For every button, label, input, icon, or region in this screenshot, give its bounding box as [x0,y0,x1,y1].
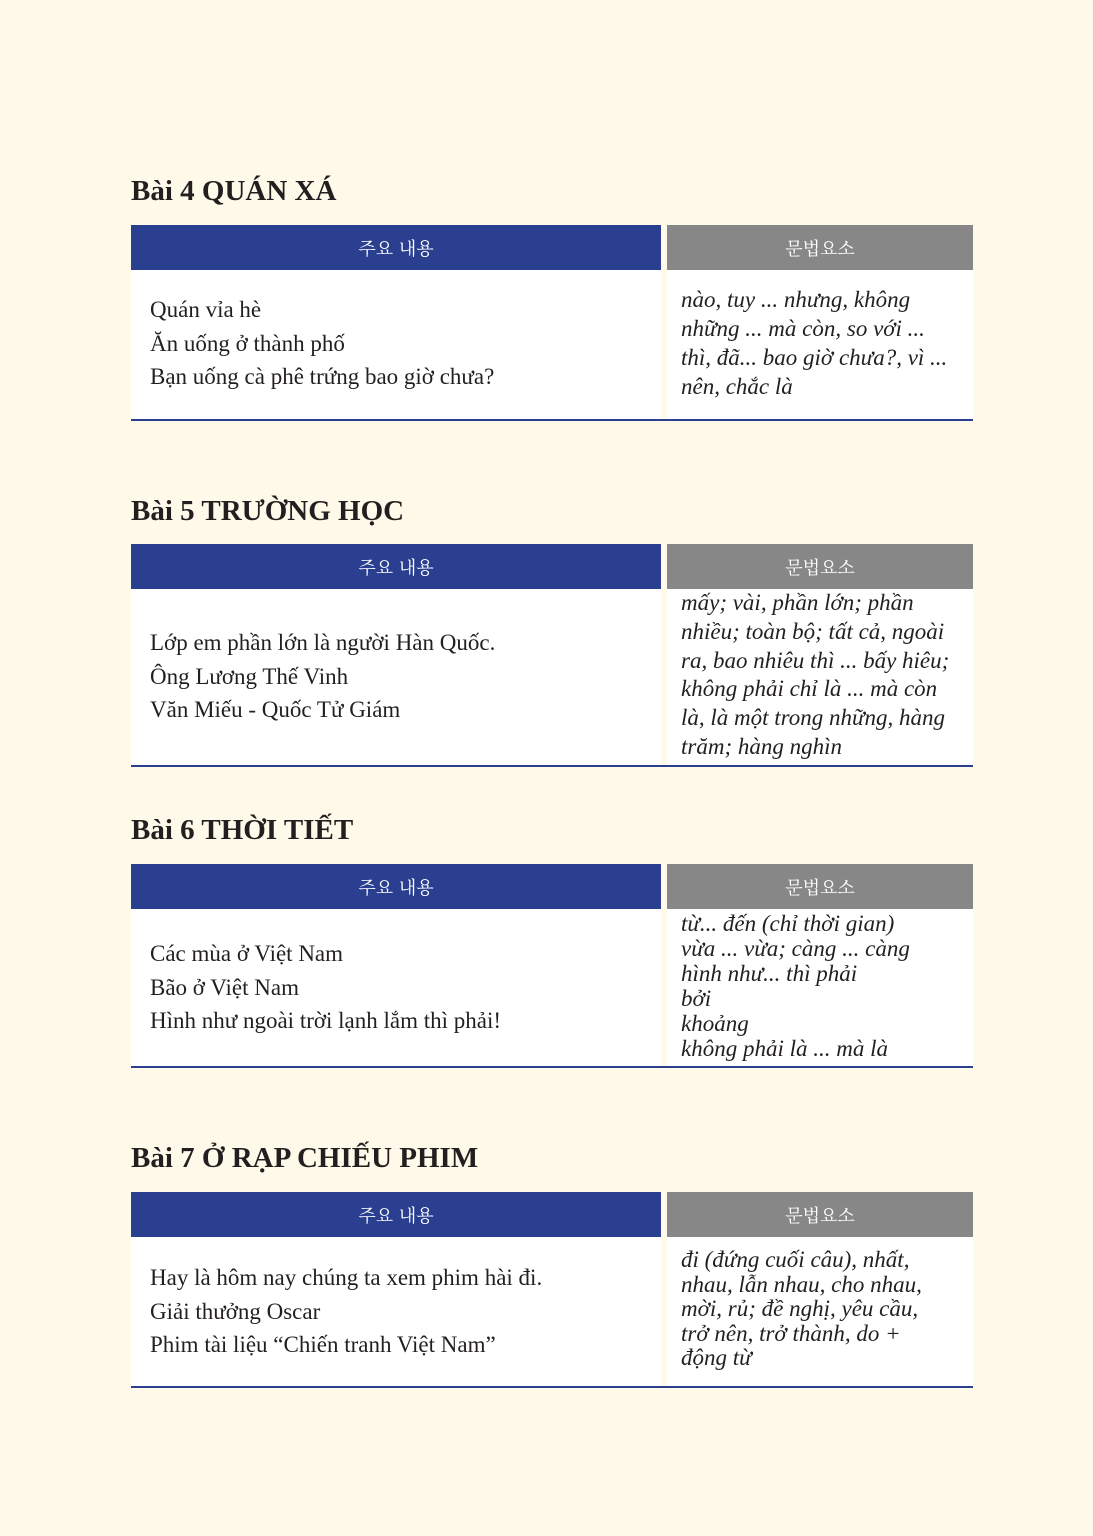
grammar-line: từ... đến (chỉ thời gian) [681,911,895,936]
main-content-item: Ăn uống ở thành phố [150,330,345,356]
grammar-header: 문법요소 [667,864,973,909]
lesson-title: Bài 4 QUÁN XÁ [131,175,337,207]
grammar-header: 문법요소 [667,544,973,589]
main-content-item: Hình như ngoài trời lạnh lắm thì phải! [150,1008,502,1033]
table-bottom-rule [131,1066,973,1068]
grammar-line: không phải chỉ là ... mà còn [681,676,938,702]
main-content-list [150,1261,655,1362]
main-content-item: Ông Lương Thế Vinh [150,663,349,689]
grammar-line: mời, rủ; đề nghị, yêu cầu, [681,1296,919,1321]
lesson-title: Bài 5 TRƯỜNG HỌC [131,495,405,527]
main-content-item: Bão ở Việt Nam [150,974,299,1000]
main-content-item: Các mùa ở Việt Nam [150,941,344,966]
grammar-list [681,911,973,1061]
table-bottom-rule [131,419,973,421]
main-content-header: 주요 내용 [131,544,661,589]
main-content-item: Hay là hôm nay chúng ta xem phim hài đi. [150,1265,543,1290]
lesson-table [131,544,973,767]
main-content-item: Giải thưởng Oscar [150,1298,321,1324]
main-content-list [150,293,655,394]
main-content-item: Văn Miếu - Quốc Tử Giám [150,697,401,722]
grammar-line: nhiều; toàn bộ; tất cả, ngoài [681,618,945,644]
grammar-list [681,1248,973,1371]
column-divider [661,864,667,1068]
lesson-table [131,864,973,1068]
grammar-line: khoảng [681,1011,749,1036]
main-content-item: Phim tài liệu “Chiến tranh Việt Nam” [150,1332,496,1357]
grammar-line: những ... mà còn, so với ... [681,316,925,341]
grammar-list [681,285,973,401]
main-content-item: Bạn uống cà phê trứng bao giờ chưa? [150,364,495,389]
grammar-header: 문법요소 [667,225,973,270]
grammar-header: 문법요소 [667,1192,973,1237]
main-content-header: 주요 내용 [131,1192,661,1237]
column-divider [661,544,667,767]
grammar-line: nhau, lẫn nhau, cho nhau, [681,1271,922,1297]
main-content-item: Lớp em phần lớn là người Hàn Quốc. [150,630,496,655]
column-divider [661,225,667,421]
grammar-line: không phải là ... mà là [681,1036,888,1061]
table-bottom-rule [131,765,973,767]
grammar-line: nên, chắc là [681,374,793,399]
grammar-line: vừa ... vừa; càng ... càng [681,936,910,961]
main-content-list [150,937,655,1038]
grammar-list [681,589,973,762]
main-content-header: 주요 내용 [131,864,661,909]
grammar-line: trở nên, trở thành, do + [681,1320,901,1346]
lesson-table [131,1192,973,1388]
lesson-table [131,225,973,421]
main-content-list [150,626,655,727]
grammar-line: nào, tuy ... nhưng, không [681,287,911,312]
table-bottom-rule [131,1386,973,1388]
grammar-line: ra, bao nhiêu thì ... bấy hiêu; [681,647,950,673]
grammar-line: mấy; vài, phần lớn; phần [681,590,914,615]
grammar-line: thì, đã... bao giờ chưa?, vì ... [681,345,948,370]
lesson-title: Bài 6 THỜI TIẾT [131,814,354,846]
main-content-item: Quán vỉa hè [150,297,262,322]
grammar-line: là, là một trong những, hàng [681,705,946,731]
grammar-line: trăm; hàng nghìn [681,733,842,759]
lesson-title: Bài 7 Ở RẠP CHIẾU PHIM [131,1142,479,1174]
grammar-line: hình như... thì phải [681,961,858,986]
grammar-line: động từ [681,1345,752,1370]
grammar-line: bởi [681,986,712,1011]
main-content-header: 주요 내용 [131,225,661,270]
column-divider [661,1192,667,1388]
grammar-line: đi (đứng cuối câu), nhất, [681,1247,910,1272]
